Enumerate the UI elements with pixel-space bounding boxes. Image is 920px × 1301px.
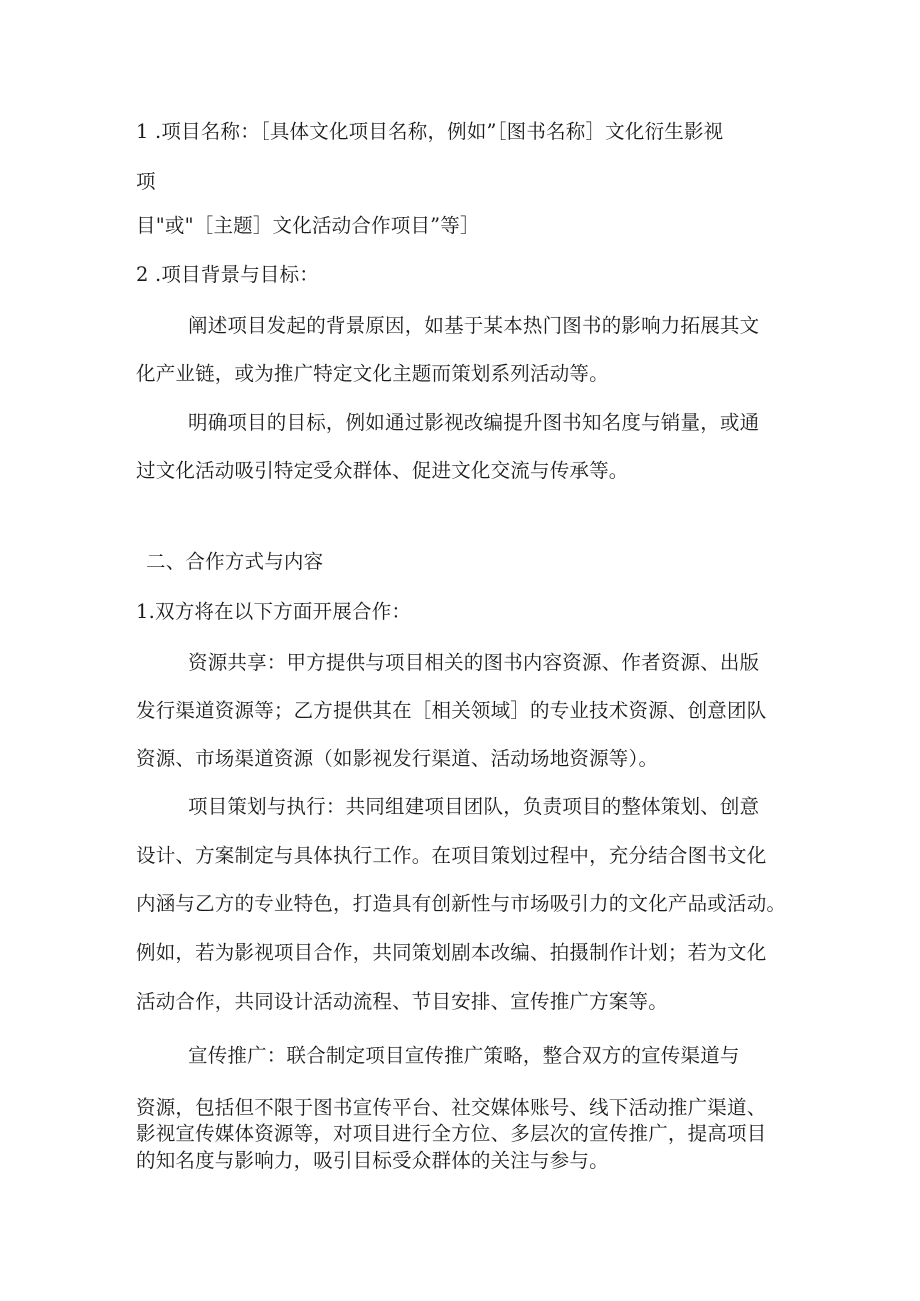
cooperation-intro: 1.双方将在以下方面开展合作： [136,600,412,623]
paragraph-line: 化产业链，或为推广特定文化主题而策划系列活动等。 [136,362,609,385]
section-heading-background: 2 .项目背景与目标： [136,263,320,286]
paragraph-line: 活动合作，共同设计活动流程、节目安排、宣传推广方案等。 [136,990,668,1013]
paragraph-line: 项目策划与执行：共同组建项目团队，负责项目的整体策划、创意 [188,795,760,818]
project-name-line-1: 1 .项目名称：［具体文化项目名称，例如”［图书名称］文化衍生影视 [136,120,724,143]
section-heading-cooperation: 二、合作方式与内容 [146,550,324,573]
paragraph-line: 影视宣传媒体资源等，对项目进行全方位、多层次的宣传推广，提高项目 [136,1122,767,1145]
paragraph-line: 明确项目的目标，例如通过影视改编提升图书知名度与销量，或通 [188,411,760,434]
paragraph-line: 的知名度与影响力，吸引目标受众群体的关注与参与。 [136,1149,609,1172]
paragraph-line: 发行渠道资源等；乙方提供其在［相关领域］的专业技术资源、创意团队 [136,699,767,722]
paragraph-line: 资源，包括但不限于图书宣传平台、社交媒体账号、线下活动推广渠道、 [136,1096,767,1119]
project-name-line-2: 项 [136,170,156,193]
paragraph-line: 资源、市场渠道资源（如影视发行渠道、活动场地资源等）。 [136,747,659,770]
paragraph-line: 资源共享：甲方提供与项目相关的图书内容资源、作者资源、出版 [188,651,760,674]
paragraph-line: 设计、方案制定与具体执行工作。在项目策划过程中，充分结合图书文化 [136,844,767,867]
paragraph-line: 阐述项目发起的背景原因，如基于某本热门图书的影响力拓展其文 [188,314,760,337]
paragraph-line: 内涵与乙方的专业特色，打造具有创新性与市场吸引力的文化产品或活动。 [136,892,787,915]
paragraph-line: 宣传推广：联合制定项目宣传推广策略，整合双方的宣传渠道与 [188,1044,740,1067]
project-name-line-3: 目"或"［主题］文化活动合作项目”等］ [136,214,480,237]
paragraph-line: 例如，若为影视项目合作，共同策划剧本改编、拍摄制作计划；若为文化 [136,941,767,964]
paragraph-line: 过文化活动吸引特定受众群体、促进文化交流与传承等。 [136,459,629,482]
